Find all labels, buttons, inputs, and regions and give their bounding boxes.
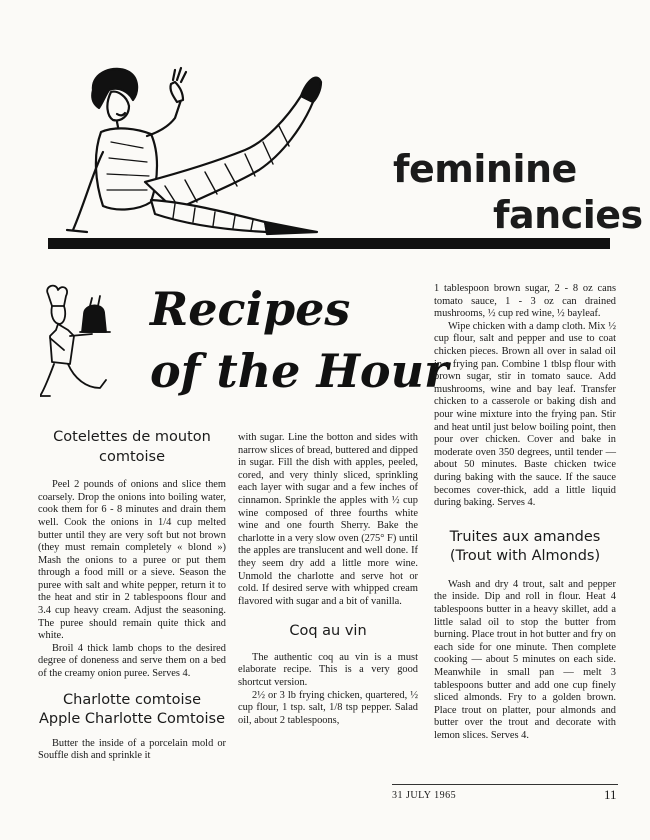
footer-divider (392, 784, 618, 785)
recipe-paragraph: 1 tablespoon brown sugar, 2 - 8 oz cans tomato sauce, 1 - 3 oz can drained mushrooms, ½ cup red wine, ½ bayleaf. (434, 283, 616, 320)
recipe-paragraph: The authentic coq au vin is a must elaborate recipe. This is a very good shortcut version. (238, 651, 418, 689)
column-1 (38, 428, 226, 763)
section-title-line1: Recipes (150, 282, 351, 336)
recipe-paragraph: Wash and dry 4 trout, salt and pepper the inside. Dip and roll in flour. Heat 4 tablespoons butter in a heavy skillet, add a little salad oil to stop the butter from burning. Place trout in hot butter and fry on each side for one minute. Then complete cooking — about 5 minutes on each side. Meanwhile in small pan — melt 3 tablespoons butter and add one cup finely sliced almonds. Fry to a golden brown. Place trout on platter, pour almonds and butter over the trout and decorate with lemon slices. Serves 4. (434, 578, 616, 741)
header-title-line1: feminine (393, 147, 577, 191)
recipe-title: Coq au vin (289, 623, 367, 640)
column-2 (238, 432, 418, 727)
recipe-title: Cotelettes de mouton comtoise (53, 429, 211, 465)
recipe-paragraph: Wipe chicken with a damp cloth. Mix ½ cup flour, salt and pepper and use to coat chicken pieces. Brown all over in salad oil in a frying pan. Combine 1 tblsp flour with brown sugar, stir in tomato sauce. Add mushrooms, wine and bay leaf. Transfer chicken to a casserole or baking dish and pour wine mixture into the frying pan. Stir and heat until just below boiling point, then pour over chicken. Cover and bake in moderate oven 350 degrees, until tender — about 50 minutes. Baste chicken twice during baking with the sauce. If the sauce becomes cover-thick, add a little liquid during baking. Serves 4. (434, 320, 616, 509)
recipe-title: Truites aux amandes (449, 528, 601, 545)
section-title-line2: of the Hour (150, 344, 449, 398)
header-divider (48, 238, 610, 249)
recipe-title: (Trout with Almonds) (449, 548, 601, 565)
page-number: 11 (604, 787, 617, 802)
recipe-paragraph: Peel 2 pounds of onions and slice them coarsely. Drop the onions into boiling water, cook them for 6 - 8 minutes and drain them well. Cook the onions in 1/4 cup melted butter until they are very soft but not brown (they must remain completely « blond ») Mash the onions to a puree or put them through a food mill or a sieve. Season the puree with salt and white pepper, return it to the heat and stir in 2 tablespoons flour and 3.4 cup heavy cream. Adjust the seasoning. The puree should remain quite thick and white. (38, 479, 226, 642)
recipe-title: Apple Charlotte Comtoise (38, 711, 226, 728)
header-title-line2: fancies (493, 193, 643, 237)
recipe-paragraph: Broil 4 thick lamb chops to the desired degree of doneness and serve them on a bed of the creamy onion puree. Serves 4. (38, 642, 226, 680)
issue-date: 31 JULY 1965 (392, 790, 457, 801)
recipe-paragraph: 2½ or 3 lb frying chicken, quartered, ½ cup flour, 1 tsp. salt, 1/8 tsp pepper. Salad oil, about 2 tablespoons, (238, 689, 418, 726)
column-3 (434, 283, 616, 743)
chef-illustration (40, 284, 140, 404)
recipe-title: Charlotte comtoise (63, 691, 201, 708)
recipe-paragraph: with sugar. Line the botton and sides with narrow slices of bread, buttered and dipped in sugar. Fill the dish with apples, peeled, cored, and very thinly sliced, sprinkling each layer with sugar and a few inches of cinnamon. Sprinkle the apples with ½ cup wine composed of three fourths white wine and one fourth Sherry. Bake the charlotte in a very slow oven (275° F) until the apples are translucent and well done. If they seem dry add a little more wine. Unmold the charlotte and serve hot or cold. If desired serve with whipped cream flavored with sugar and a bit of vanilla. (238, 432, 418, 607)
recipe-paragraph: Butter the inside of a porcelain mold or Souffle dish and sprinkle it (38, 737, 226, 762)
woman-illustration (55, 62, 355, 242)
